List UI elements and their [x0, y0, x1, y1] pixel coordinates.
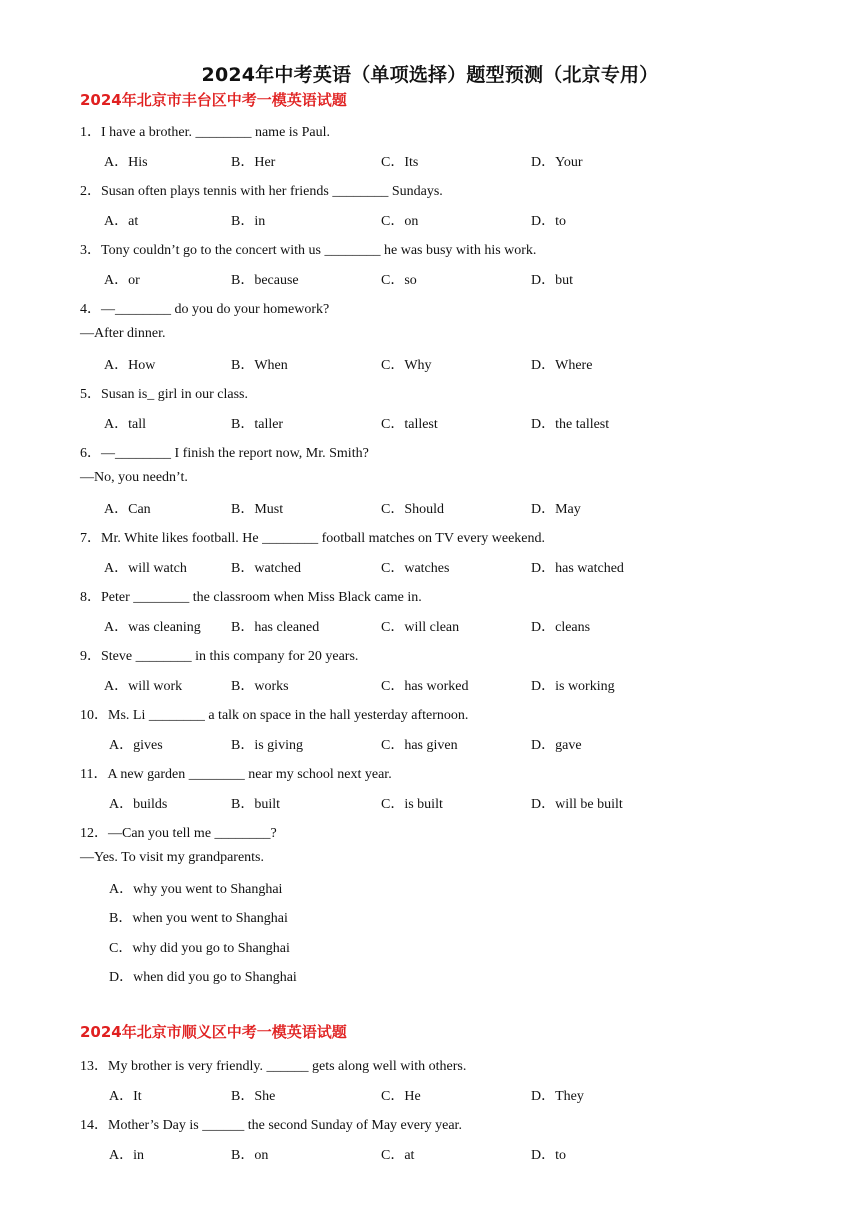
question-5: 5．Susan is_ girl in our class. [80, 387, 248, 402]
option-b: B．When [231, 358, 288, 373]
option-c: C．has given [381, 738, 458, 753]
option-d: D．will be built [531, 797, 623, 812]
option-b: B．in [231, 214, 266, 229]
section-title-fengtai: 2024年北京市丰台区中考一模英语试题 [80, 91, 347, 109]
option-b: B．has cleaned [231, 620, 320, 635]
option-d: D．cleans [531, 620, 591, 635]
option-c: C．is built [381, 797, 443, 812]
option-d: D．has watched [531, 561, 624, 576]
option-b: B．watched [231, 561, 301, 576]
option-d: D．They [531, 1089, 584, 1104]
option-a: A．His [104, 155, 148, 170]
option-b: B．She [231, 1089, 276, 1104]
question-3: 3．Tony couldn’t go to the concert with us ________ he was busy with his work. [80, 243, 537, 258]
answer-line: —No, you needn’t. [80, 470, 188, 485]
option-a: A．will watch [104, 561, 187, 576]
option-c: C．at [381, 1148, 415, 1163]
page-title: 2024年中考英语（单项选择）题型预测（北京专用） [201, 64, 659, 86]
option-a: A．builds [109, 797, 168, 812]
question-13: 13．My brother is very friendly. ______ gets along well with others. [80, 1059, 467, 1074]
option-d: D．the tallest [531, 417, 610, 432]
option-a: A．Can [104, 502, 151, 517]
option-c: C．watches [381, 561, 450, 576]
option-a: A．why you went to Shanghai [109, 882, 283, 897]
option-d: D．but [531, 273, 573, 288]
option-d: D．Where [531, 358, 593, 373]
option-b: B．on [231, 1148, 269, 1163]
option-a: A．tall [104, 417, 146, 432]
question-12: 12．—Can you tell me ________? [80, 826, 277, 841]
question-11: 11．A new garden ________ near my school next year. [80, 767, 392, 782]
option-c: C．on [381, 214, 419, 229]
question-8: 8．Peter ________ the classroom when Miss Black came in. [80, 590, 422, 605]
option-c: C．so [381, 273, 417, 288]
option-d: D．to [531, 214, 566, 229]
question-9: 9．Steve ________ in this company for 20 years. [80, 649, 359, 664]
option-a: A．gives [109, 738, 163, 753]
option-b: B．Her [231, 155, 276, 170]
question-14: 14．Mother’s Day is ______ the second Sunday of May every year. [80, 1118, 462, 1133]
option-c: C．He [381, 1089, 421, 1104]
option-d: D．when did you go to Shanghai [109, 970, 297, 985]
option-a: A．will work [104, 679, 183, 694]
question-10: 10．Ms. Li ________ a talk on space in the hall yesterday afternoon. [80, 708, 469, 723]
answer-line: —After dinner. [80, 326, 166, 341]
option-a: A．How [104, 358, 156, 373]
question-6: 6．—________ I finish the report now, Mr. Smith? [80, 446, 369, 461]
section-title-shunyi: 2024年北京市顺义区中考一模英语试题 [80, 1023, 347, 1041]
option-a: A．or [104, 273, 140, 288]
option-c: C．tallest [381, 417, 438, 432]
option-a: A．at [104, 214, 139, 229]
option-b: B．when you went to Shanghai [109, 911, 288, 926]
option-b: B．works [231, 679, 289, 694]
option-b: B．is giving [231, 738, 303, 753]
option-d: D．to [531, 1148, 566, 1163]
option-c: C．has worked [381, 679, 469, 694]
option-d: D．Your [531, 155, 583, 170]
option-b: B．built [231, 797, 281, 812]
option-c: C．Why [381, 358, 432, 373]
option-c: C．Its [381, 155, 419, 170]
question-1: 1．I have a brother. ________ name is Paul. [80, 125, 331, 140]
option-a: A．was cleaning [104, 620, 201, 635]
option-b: B．taller [231, 417, 284, 432]
option-b: B．Must [231, 502, 284, 517]
question-2: 2．Susan often plays tennis with her friends ________ Sundays. [80, 184, 443, 199]
option-c: C．Should [381, 502, 445, 517]
question-7: 7．Mr. White likes football. He ________ football matches on TV every weekend. [80, 531, 546, 546]
option-d: D．May [531, 502, 581, 517]
option-c: C．will clean [381, 620, 460, 635]
option-a: A．in [109, 1148, 144, 1163]
option-d: D．is working [531, 679, 615, 694]
option-b: B．because [231, 273, 299, 288]
option-c: C．why did you go to Shanghai [109, 941, 290, 956]
option-a: A．It [109, 1089, 142, 1104]
question-4: 4．—________ do you do your homework? [80, 302, 330, 317]
option-d: D．gave [531, 738, 582, 753]
answer-line: —Yes. To visit my grandparents. [80, 850, 265, 865]
